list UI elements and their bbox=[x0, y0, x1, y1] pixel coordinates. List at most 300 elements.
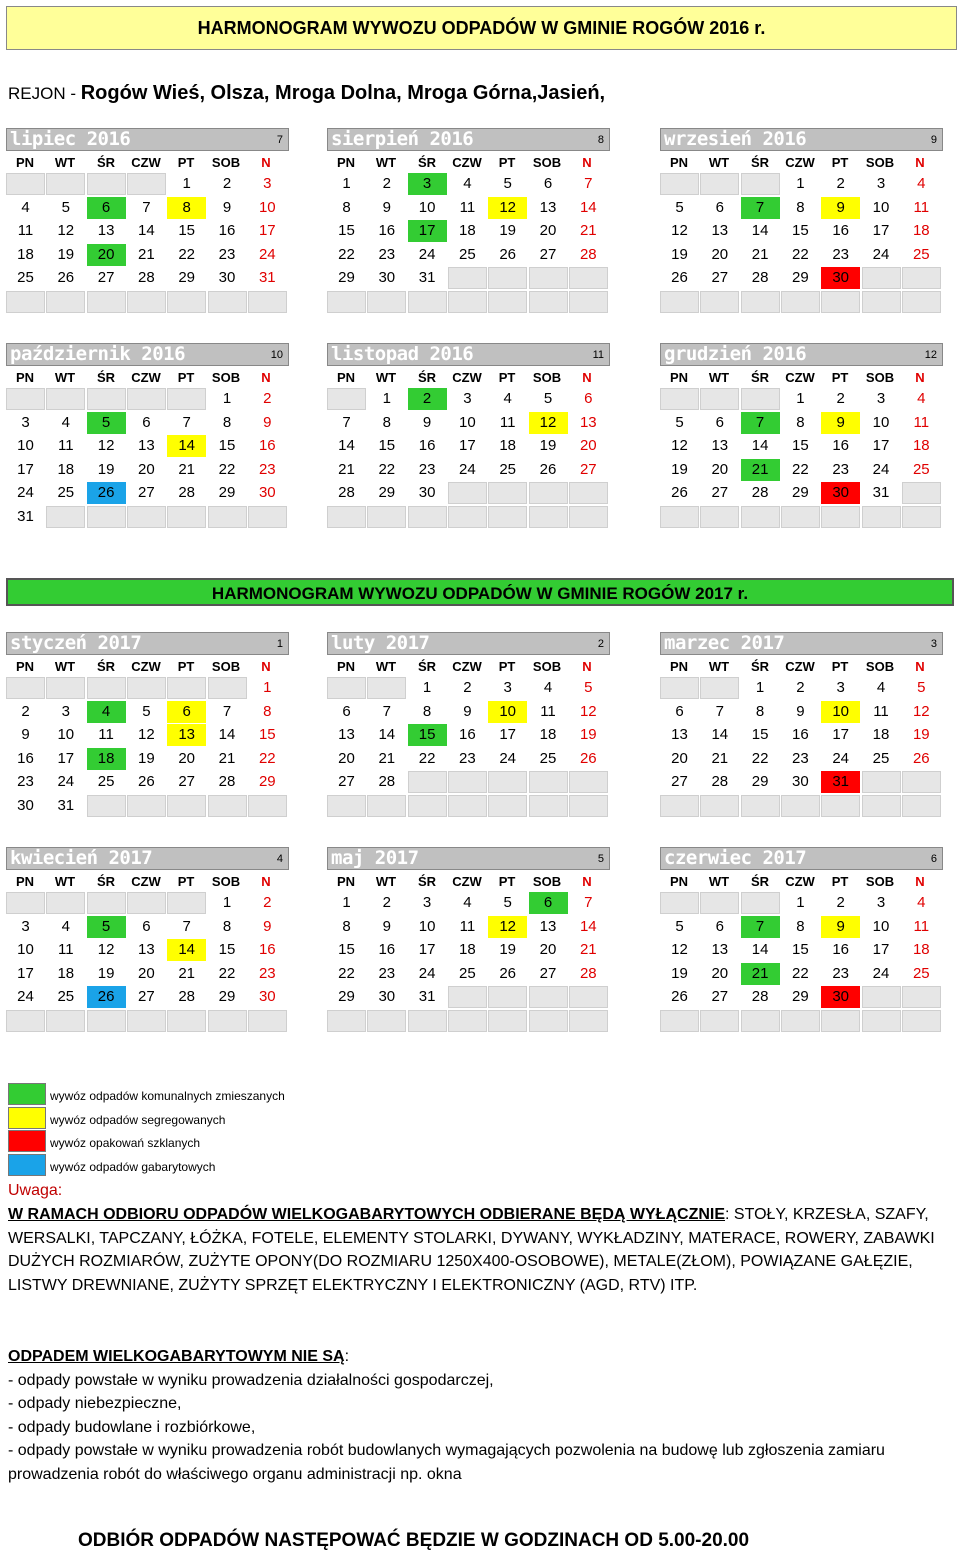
empty-day-cell bbox=[167, 506, 206, 528]
legend-swatch bbox=[8, 1130, 46, 1152]
day-cell: 9 bbox=[382, 198, 391, 216]
day-cell: 14 bbox=[579, 917, 597, 935]
empty-day-cell bbox=[367, 677, 406, 699]
day-cell: 5 bbox=[675, 917, 684, 935]
day-cell: 26 bbox=[87, 986, 126, 1008]
empty-day-cell bbox=[529, 1010, 568, 1032]
month-header bbox=[660, 343, 943, 366]
day-cell: 25 bbox=[459, 964, 476, 982]
weekday-header: CZW bbox=[131, 370, 161, 385]
header-2016: HARMONOGRAM WYWOZU ODPADÓW W GMINIE ROGÓW 2016 r. bbox=[6, 6, 957, 50]
day-cell: 16 bbox=[258, 941, 276, 958]
empty-day-cell bbox=[367, 506, 406, 528]
day-cell: 8 bbox=[796, 413, 805, 431]
day-cell: 13 bbox=[711, 941, 729, 958]
empty-day-cell bbox=[127, 388, 166, 410]
empty-day-cell bbox=[781, 795, 820, 817]
day-cell: 2 bbox=[836, 894, 845, 911]
day-cell: 19 bbox=[539, 437, 557, 454]
day-cell: 4 bbox=[21, 198, 30, 216]
day-cell: 26 bbox=[671, 484, 688, 501]
day-cell: 11 bbox=[873, 702, 889, 720]
day-cell: 23 bbox=[792, 749, 809, 767]
day-cell: 24 bbox=[459, 460, 476, 478]
not-colon: : bbox=[344, 1348, 350, 1365]
empty-day-cell bbox=[862, 986, 901, 1008]
day-cell: 30 bbox=[258, 988, 276, 1005]
day-cell: 13 bbox=[579, 413, 597, 431]
day-cell: 6 bbox=[167, 701, 206, 723]
day-cell: 9 bbox=[382, 917, 391, 935]
empty-day-cell bbox=[781, 291, 820, 313]
day-cell: 30 bbox=[821, 482, 860, 504]
day-cell: 1 bbox=[182, 175, 191, 192]
day-cell: 15 bbox=[378, 437, 396, 454]
day-cell: 22 bbox=[792, 964, 809, 982]
day-cell: 26 bbox=[138, 773, 155, 790]
empty-day-cell bbox=[569, 771, 608, 793]
day-cell: 9 bbox=[821, 916, 860, 938]
day-cell: 21 bbox=[218, 749, 236, 767]
day-cell: 30 bbox=[378, 269, 396, 286]
day-cell: 7 bbox=[142, 198, 151, 216]
day-cell: 7 bbox=[741, 197, 780, 219]
weekday-header: PT bbox=[498, 874, 516, 889]
weekday-header: N bbox=[915, 370, 925, 385]
day-cell: 19 bbox=[912, 726, 930, 743]
day-cell: 22 bbox=[792, 460, 809, 478]
day-cell: 7 bbox=[182, 413, 191, 431]
day-cell: 14 bbox=[711, 726, 729, 743]
day-cell: 16 bbox=[832, 941, 850, 958]
day-cell: 27 bbox=[138, 484, 155, 501]
day-cell: 21 bbox=[338, 460, 355, 478]
day-cell: 15 bbox=[792, 941, 809, 958]
month-number: 6 bbox=[930, 853, 937, 865]
empty-day-cell bbox=[327, 1010, 366, 1032]
weekday-header: ŚR bbox=[417, 659, 437, 674]
day-cell: 5 bbox=[584, 679, 593, 696]
day-cell: 7 bbox=[584, 894, 593, 911]
month-number: 10 bbox=[270, 349, 283, 361]
day-cell: 11 bbox=[499, 413, 516, 431]
day-cell: 12 bbox=[671, 941, 688, 958]
day-cell: 13 bbox=[711, 437, 729, 454]
day-cell: 11 bbox=[540, 702, 556, 720]
weekday-header: PT bbox=[831, 155, 849, 170]
day-cell: 10 bbox=[418, 917, 436, 935]
day-cell: 10 bbox=[17, 941, 34, 958]
empty-day-cell bbox=[448, 267, 487, 289]
day-cell: 20 bbox=[87, 244, 126, 266]
empty-day-cell bbox=[87, 892, 126, 914]
weekday-header: PT bbox=[177, 155, 195, 170]
day-cell: 26 bbox=[499, 245, 517, 263]
empty-day-cell bbox=[700, 677, 739, 699]
empty-day-cell bbox=[741, 1010, 780, 1032]
day-cell: 7 bbox=[584, 175, 593, 192]
day-cell: 31 bbox=[17, 507, 34, 525]
weekday-header: N bbox=[582, 370, 592, 385]
legend-swatch bbox=[8, 1154, 46, 1176]
day-cell: 2 bbox=[21, 702, 30, 720]
day-cell: 6 bbox=[529, 892, 568, 914]
month-calendar bbox=[6, 343, 289, 533]
empty-day-cell bbox=[208, 506, 247, 528]
weekday-header: WT bbox=[375, 370, 397, 385]
weekday-header: PN bbox=[15, 370, 35, 385]
weekday-header: N bbox=[261, 155, 271, 170]
day-cell: 29 bbox=[218, 484, 236, 501]
empty-day-cell bbox=[127, 1010, 166, 1032]
day-cell: 31 bbox=[418, 988, 436, 1005]
empty-day-cell bbox=[87, 1010, 126, 1032]
day-cell: 17 bbox=[459, 437, 476, 454]
weekday-header: CZW bbox=[452, 155, 482, 170]
empty-day-cell bbox=[660, 173, 699, 195]
empty-day-cell bbox=[6, 173, 45, 195]
empty-day-cell bbox=[569, 986, 608, 1008]
day-cell: 4 bbox=[917, 894, 926, 911]
empty-day-cell bbox=[862, 795, 901, 817]
day-cell: 23 bbox=[832, 245, 850, 263]
empty-day-cell bbox=[529, 795, 568, 817]
empty-day-cell bbox=[167, 677, 206, 699]
empty-day-cell bbox=[569, 291, 608, 313]
not-item: - odpady powstałe w wyniku prowadzenia działalności gospodarczej, bbox=[8, 1371, 494, 1389]
month-number: 3 bbox=[930, 638, 937, 650]
weekday-header: WT bbox=[375, 155, 397, 170]
day-cell: 5 bbox=[675, 413, 684, 431]
day-cell: 20 bbox=[138, 964, 155, 982]
weekday-header-row bbox=[327, 657, 610, 677]
day-cell: 26 bbox=[57, 269, 75, 286]
day-cell: 14 bbox=[378, 726, 396, 743]
day-cell: 31 bbox=[821, 771, 860, 793]
empty-day-cell bbox=[700, 506, 739, 528]
month-number: 11 bbox=[592, 349, 604, 361]
day-cell: 14 bbox=[751, 437, 769, 454]
day-cell: 3 bbox=[61, 702, 70, 720]
day-cell: 14 bbox=[338, 437, 355, 454]
weekday-header-row bbox=[327, 872, 610, 892]
day-cell: 28 bbox=[751, 484, 769, 501]
day-cell: 4 bbox=[61, 413, 70, 431]
day-cell: 13 bbox=[539, 198, 557, 216]
day-cell: 23 bbox=[378, 964, 396, 982]
empty-day-cell bbox=[488, 795, 527, 817]
empty-day-cell bbox=[529, 291, 568, 313]
day-grid bbox=[6, 388, 289, 532]
day-cell: 21 bbox=[378, 749, 396, 767]
day-cell: 2 bbox=[408, 388, 447, 410]
empty-day-cell bbox=[902, 506, 941, 528]
day-cell: 20 bbox=[579, 437, 597, 454]
weekday-header-row bbox=[660, 153, 943, 173]
empty-day-cell bbox=[448, 986, 487, 1008]
weekday-header: CZW bbox=[131, 874, 161, 889]
empty-day-cell bbox=[488, 986, 527, 1008]
day-cell: 15 bbox=[218, 437, 236, 454]
day-cell: 2 bbox=[836, 390, 845, 407]
day-cell: 17 bbox=[57, 749, 75, 767]
day-cell: 11 bbox=[913, 413, 930, 431]
day-cell: 2 bbox=[796, 679, 805, 696]
day-cell: 26 bbox=[671, 269, 688, 286]
legend-label: wywóz opakowań szklanych bbox=[50, 1136, 201, 1150]
month-calendar bbox=[327, 632, 610, 822]
day-cell: 22 bbox=[792, 245, 809, 263]
day-cell: 24 bbox=[872, 245, 890, 263]
month-name: marzec 2017 bbox=[664, 632, 785, 654]
day-cell: 11 bbox=[58, 437, 74, 454]
final-notice: ODBIÓR ODPADÓW NASTĘPOWAĆ BĘDZIE W GODZINACH OD 5.00-20.00 bbox=[78, 1530, 750, 1551]
day-cell: 30 bbox=[792, 773, 809, 790]
month-header bbox=[6, 128, 289, 151]
day-cell: 25 bbox=[17, 269, 34, 286]
empty-day-cell bbox=[529, 771, 568, 793]
day-cell: 16 bbox=[792, 726, 809, 743]
day-cell: 30 bbox=[17, 796, 34, 814]
empty-day-cell bbox=[700, 1010, 739, 1032]
empty-day-cell bbox=[660, 506, 699, 528]
day-cell: 3 bbox=[21, 917, 30, 935]
empty-day-cell bbox=[6, 388, 45, 410]
day-cell: 21 bbox=[711, 749, 729, 767]
day-cell: 29 bbox=[792, 269, 809, 286]
weekday-header: ŚR bbox=[750, 370, 770, 385]
day-cell: 24 bbox=[418, 245, 436, 263]
day-grid bbox=[6, 677, 289, 821]
day-cell: 7 bbox=[222, 702, 232, 720]
weekday-header: ŚR bbox=[96, 874, 116, 889]
month-header bbox=[660, 632, 943, 655]
empty-day-cell bbox=[529, 506, 568, 528]
weekday-header-row bbox=[6, 153, 289, 173]
day-cell: 8 bbox=[222, 413, 232, 431]
legend-label: wywóz odpadów segregowanych bbox=[50, 1112, 226, 1127]
weekday-header: WT bbox=[375, 874, 397, 889]
empty-day-cell bbox=[660, 291, 699, 313]
day-cell: 13 bbox=[671, 726, 688, 743]
day-cell: 10 bbox=[872, 198, 890, 216]
weekday-header: ŚR bbox=[96, 659, 116, 674]
day-cell: 22 bbox=[751, 749, 769, 767]
empty-day-cell bbox=[529, 986, 568, 1008]
day-cell: 23 bbox=[258, 460, 276, 478]
weekday-header: PT bbox=[177, 874, 195, 889]
day-cell: 25 bbox=[57, 484, 75, 501]
day-cell: 21 bbox=[751, 245, 769, 263]
day-cell: 6 bbox=[675, 702, 684, 720]
day-cell: 28 bbox=[218, 773, 236, 790]
day-cell: 24 bbox=[418, 964, 436, 982]
empty-day-cell bbox=[408, 291, 447, 313]
day-cell: 27 bbox=[138, 988, 155, 1005]
weekday-header-row bbox=[660, 657, 943, 677]
empty-day-cell bbox=[87, 795, 126, 817]
empty-day-cell bbox=[6, 892, 45, 914]
month-number: 5 bbox=[597, 853, 604, 865]
day-cell: 26 bbox=[671, 988, 688, 1005]
day-cell: 17 bbox=[499, 726, 517, 743]
day-cell: 27 bbox=[579, 460, 597, 478]
weekday-header: CZW bbox=[452, 370, 482, 385]
weekday-header-row bbox=[327, 153, 610, 173]
empty-day-cell bbox=[46, 1010, 85, 1032]
legend-label: wywóz odpadów komunalnych zmieszanych bbox=[50, 1089, 285, 1103]
day-cell: 11 bbox=[913, 917, 930, 935]
day-cell: 17 bbox=[418, 941, 436, 958]
day-cell: 9 bbox=[821, 412, 860, 434]
day-cell: 21 bbox=[741, 459, 780, 481]
empty-day-cell bbox=[327, 677, 366, 699]
day-cell: 17 bbox=[872, 437, 890, 454]
weekday-header: WT bbox=[54, 874, 76, 889]
empty-day-cell bbox=[408, 771, 447, 793]
day-cell: 15 bbox=[338, 222, 355, 239]
day-cell: 1 bbox=[342, 894, 351, 911]
weekday-header: PN bbox=[336, 659, 356, 674]
day-cell: 9 bbox=[422, 413, 432, 431]
day-cell: 19 bbox=[671, 964, 688, 982]
weekday-header: WT bbox=[54, 155, 76, 170]
day-cell: 1 bbox=[796, 390, 805, 407]
day-cell: 12 bbox=[529, 412, 568, 434]
weekday-header: SOB bbox=[532, 155, 562, 170]
weekday-header: PN bbox=[669, 370, 689, 385]
day-cell: 14 bbox=[167, 435, 206, 457]
weekday-header: ŚR bbox=[417, 370, 437, 385]
weekday-header: WT bbox=[375, 659, 397, 674]
empty-day-cell bbox=[408, 506, 447, 528]
day-cell: 30 bbox=[821, 986, 860, 1008]
day-cell: 25 bbox=[912, 460, 930, 478]
day-cell: 28 bbox=[579, 245, 597, 263]
day-cell: 19 bbox=[671, 460, 688, 478]
month-calendar bbox=[327, 128, 610, 318]
empty-day-cell bbox=[902, 1010, 941, 1032]
day-cell: 3 bbox=[263, 175, 272, 192]
month-header bbox=[660, 847, 943, 870]
day-cell: 27 bbox=[539, 245, 557, 263]
day-cell: 22 bbox=[338, 245, 355, 263]
empty-day-cell bbox=[6, 1010, 45, 1032]
day-cell: 22 bbox=[378, 460, 396, 478]
month-name: czerwiec 2017 bbox=[664, 847, 807, 869]
day-cell: 2 bbox=[222, 175, 232, 192]
month-name: lipiec 2016 bbox=[10, 128, 131, 150]
day-cell: 4 bbox=[463, 175, 472, 192]
day-cell: 27 bbox=[711, 484, 729, 501]
weekday-header: N bbox=[261, 659, 271, 674]
weekday-header: PN bbox=[669, 874, 689, 889]
day-cell: 12 bbox=[488, 197, 527, 219]
day-cell: 2 bbox=[836, 175, 845, 192]
weekday-header: SOB bbox=[865, 155, 895, 170]
day-cell: 2 bbox=[382, 175, 391, 192]
weekday-header: N bbox=[582, 155, 592, 170]
empty-day-cell bbox=[46, 677, 85, 699]
day-cell: 6 bbox=[87, 197, 126, 219]
day-cell: 14 bbox=[579, 198, 597, 216]
empty-day-cell bbox=[741, 892, 780, 914]
month-number: 9 bbox=[930, 134, 937, 146]
day-cell: 18 bbox=[539, 726, 557, 743]
empty-day-cell bbox=[902, 291, 941, 313]
month-name: wrzesień 2016 bbox=[664, 128, 807, 150]
day-cell: 2 bbox=[463, 679, 472, 696]
day-cell: 26 bbox=[499, 964, 517, 982]
day-cell: 26 bbox=[579, 749, 597, 767]
day-cell: 3 bbox=[463, 390, 472, 407]
weekday-header: N bbox=[261, 370, 271, 385]
day-cell: 13 bbox=[338, 726, 355, 743]
weekday-header: N bbox=[582, 659, 592, 674]
empty-day-cell bbox=[488, 482, 527, 504]
month-header bbox=[6, 847, 289, 870]
weekday-header: ŚR bbox=[417, 874, 437, 889]
empty-day-cell bbox=[367, 291, 406, 313]
weekday-header: SOB bbox=[865, 370, 895, 385]
day-cell: 12 bbox=[912, 702, 930, 720]
day-cell: 10 bbox=[418, 198, 436, 216]
empty-day-cell bbox=[821, 506, 860, 528]
day-grid bbox=[660, 388, 943, 532]
empty-day-cell bbox=[127, 892, 166, 914]
day-cell: 7 bbox=[182, 917, 191, 935]
day-cell: 3 bbox=[876, 175, 886, 192]
empty-day-cell bbox=[660, 1010, 699, 1032]
month-header bbox=[6, 632, 289, 655]
day-cell: 9 bbox=[796, 702, 805, 720]
day-cell: 14 bbox=[218, 726, 236, 743]
day-cell: 6 bbox=[342, 702, 351, 720]
day-cell: 21 bbox=[138, 245, 155, 263]
weekday-header: WT bbox=[708, 874, 730, 889]
day-cell: 23 bbox=[459, 749, 476, 767]
day-cell: 30 bbox=[821, 267, 860, 289]
day-cell: 12 bbox=[57, 222, 75, 239]
empty-day-cell bbox=[821, 291, 860, 313]
day-cell: 5 bbox=[503, 894, 512, 911]
weekday-header: SOB bbox=[211, 659, 241, 674]
weekday-header: N bbox=[915, 155, 925, 170]
day-cell: 27 bbox=[178, 773, 196, 790]
day-cell: 1 bbox=[422, 679, 432, 696]
empty-day-cell bbox=[741, 506, 780, 528]
empty-day-cell bbox=[46, 173, 85, 195]
weekday-header: SOB bbox=[865, 874, 895, 889]
month-name: październik 2016 bbox=[10, 343, 186, 365]
empty-day-cell bbox=[87, 173, 126, 195]
day-cell: 31 bbox=[258, 269, 276, 286]
month-name: styczeń 2017 bbox=[10, 632, 142, 654]
day-cell: 28 bbox=[751, 988, 769, 1005]
empty-day-cell bbox=[448, 291, 487, 313]
empty-day-cell bbox=[408, 1010, 447, 1032]
day-cell: 12 bbox=[579, 702, 597, 720]
not-heading: ODPADEM WIELKOGABARYTOWYM NIE SĄ bbox=[8, 1348, 345, 1365]
empty-day-cell bbox=[488, 267, 527, 289]
empty-day-cell bbox=[700, 388, 739, 410]
day-cell: 17 bbox=[832, 726, 850, 743]
month-number: 8 bbox=[597, 134, 604, 146]
day-grid bbox=[327, 677, 610, 821]
empty-day-cell bbox=[569, 267, 608, 289]
day-cell: 15 bbox=[178, 222, 196, 239]
day-cell: 29 bbox=[792, 484, 809, 501]
